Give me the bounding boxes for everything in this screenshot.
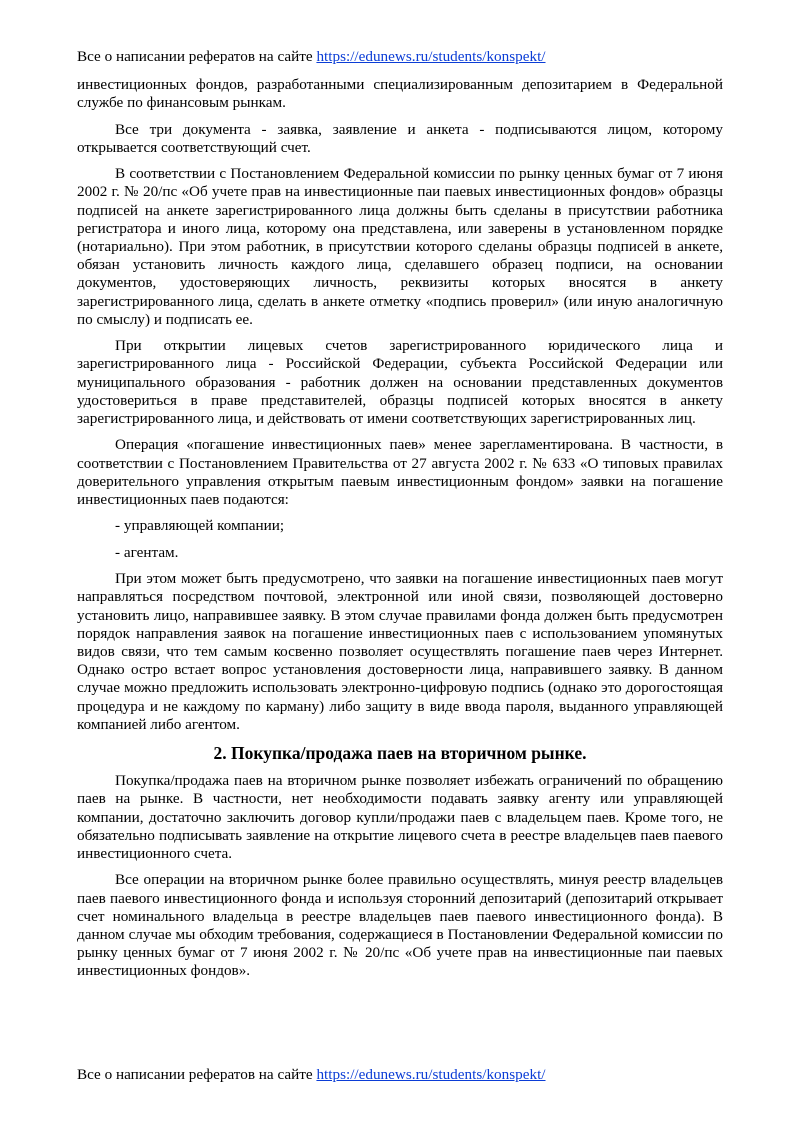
- section-heading: 2. Покупка/продажа паев на вторичном рынке.: [213, 743, 587, 764]
- paragraph-legal-entities: При открытии лицевых счетов зарегистрированного юридического лица и зарегистрированного лица - Российской Федерации, субъекта Российской Федерации или муниципального образования - работник должен на основании представленных документов удостовериться в праве представителей, образцы подписей которых вносятся в анкету зарегистрированного лица, и действовать от имени соответствующих зарегистрированных лиц.: [77, 337, 723, 428]
- paragraph-signatures: Все три документа - заявка, заявление и анкета - подписываются лицом, которому открывается соответствующий счет.: [77, 120, 723, 156]
- document-body: [77, 76, 723, 989]
- paragraph-depository: Все операции на вторичном рынке более правильно осуществлять, минуя реестр владельцев паев паевого инвестиционного фонда и используя сторонний депозитарий (депозитарий открывает счет номинального владельца в реестре владельцев паев паевого инвестиционного фонда). В данном случае мы обходим требования, содержащиеся в Постановлении Федеральной комиссии по рынку ценных бумаг от 7 июня 2002 г. № 20/пс «Об учете прав на инвестиционные паи паевых инвестиционных фондов».: [77, 871, 723, 980]
- paragraph-secondary-market: Покупка/продажа паев на вторичном рынке позволяет избежать ограничений по обращению паев на рынке. В частности, нет необходимости подавать заявку агенту или управляющей компании, достаточно заключить договор купли/продажи паев с владельцем паев. Кроме того, не обязательно подписывать заявление на открытие лицевого счета в реестре владельцев паев паевого инвестиционного счета.: [77, 772, 723, 863]
- list-item-management-company: - управляющей компании;: [115, 517, 285, 535]
- paragraph-resolution-samples: В соответствии с Постановлением Федеральной комиссии по рынку ценных бумаг от 7 июня 2002 г. № 20/пс «Об учете прав на инвестиционные паи паевых инвестиционных фондов» образцы подписей на анкете зарегистрированного лица должны быть сделаны в присутствии работника регистратора и иного лица, которому она представлена, или заверены в установленном порядке (нотариально). При этом работник, в присутствии которого сделаны образцы подписей в анкете, обязан установить личность каждого лица, сделавшего образец подписи, на основании документов, удостоверяющих личность, реквизиты которых вносятся в анкету зарегистрированного лица, сделать в анкете отметку «подпись проверил» (или иную аналогичную по смыслу) и подписать ее.: [77, 165, 723, 328]
- header-text: Все о написании рефератов на сайте: [77, 48, 317, 65]
- list-item-agents: - агентам.: [115, 543, 179, 561]
- footer-text: Все о написании рефератов на сайте: [77, 1066, 317, 1083]
- paragraph-redemption: Операция «погашение инвестиционных паев» менее зарегламентирована. В частности, в соответствии с Постановлением Правительства от 27 августа 2002 г. № 633 «О типовых правилах доверительного управления открытым паевым инвестиционным фондом» заявки на погашение инвестиционных паев подаются:: [77, 436, 723, 509]
- page-header: [77, 47, 727, 67]
- paragraph-continuation: инвестиционных фондов, разработанными специализированным депозитарием в Федеральной службе по финансовым рынкам.: [77, 76, 723, 112]
- paragraph-remote-submission: При этом может быть предусмотрено, что заявки на погашение инвестиционных паев могут направляться посредством почтовой, электронной или иной связи, позволяющей достоверно установить лицо, направившее заявку. В этом случае правилами фонда должен быть предусмотрен порядок направления заявок на погашение инвестиционных паев с использованием упомянутых видов связи, что тем самым косвенно позволяет осуществлять погашение паев через Интернет. Однако остро встает вопрос установления достоверности лица, направившего заявку. В данном случае можно предложить использовать электронно-цифровую подпись (однако это дорогостоящая процедура и не каждому по карману) либо защиту в виде ввода пароля, выданного управляющей компанией либо агентом.: [77, 570, 723, 733]
- header-link[interactable]: https://edunews.ru/students/konspekt/: [316, 48, 546, 65]
- page-footer: [77, 1065, 727, 1085]
- footer-link[interactable]: https://edunews.ru/students/konspekt/: [316, 1066, 546, 1083]
